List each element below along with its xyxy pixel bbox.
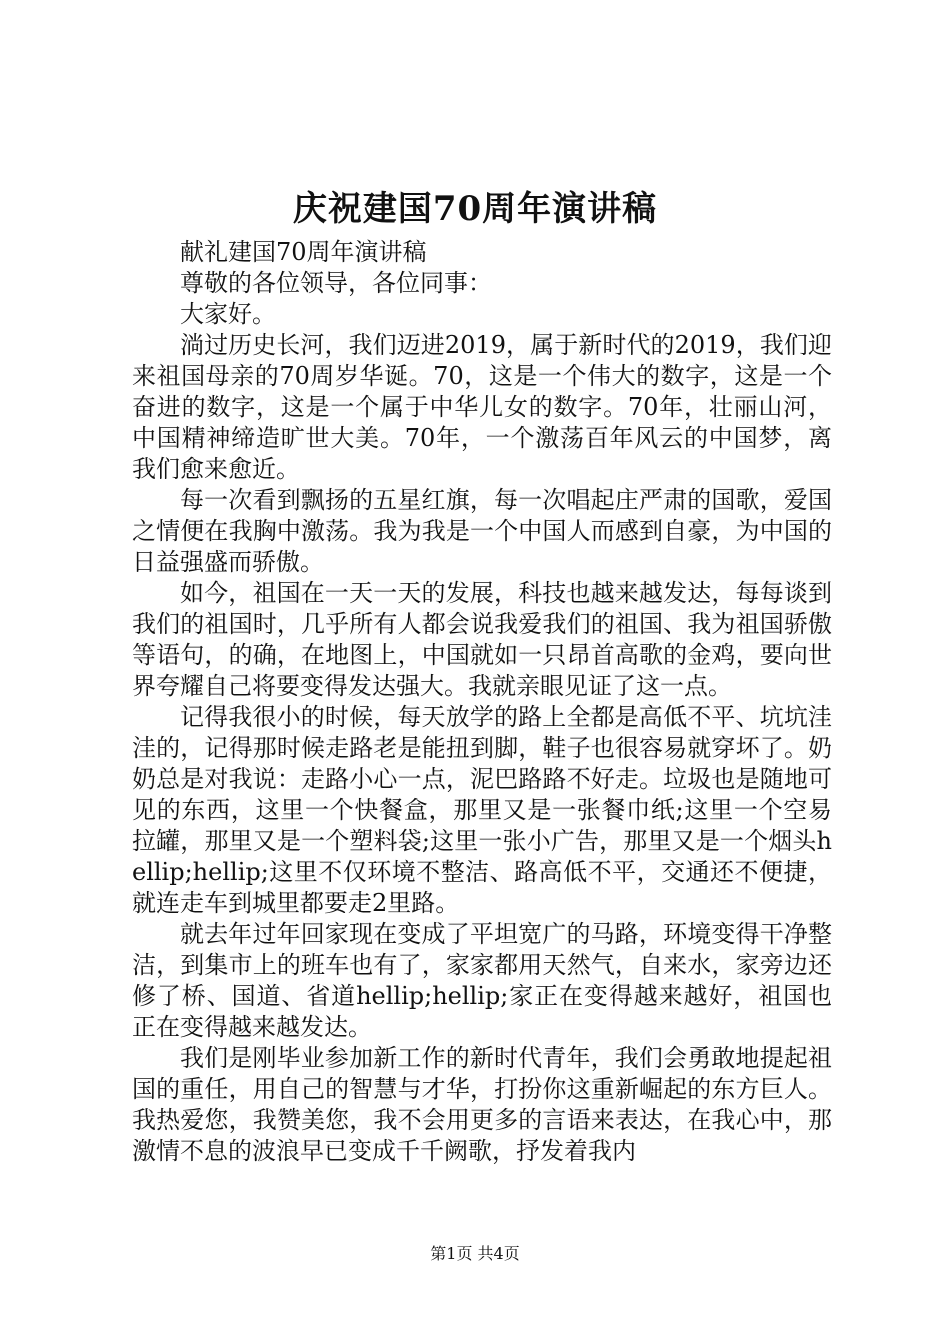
document-title: 庆祝建国70周年演讲稿 — [292, 189, 658, 229]
paragraph-heading: 献礼建国70周年演讲稿 — [180, 238, 427, 266]
paragraph: 每一次看到飘扬的五星红旗，每一次唱起庄严肃的国歌，爱国之情便在我胸中激荡。我为我是一个中国人而感到自豪，为中国的日益强盛而骄傲。 — [132, 486, 832, 576]
paragraph: 我们是刚毕业参加新工作的新时代青年，我们会勇敢地提起祖国的重任，用自己的智慧与才华，打扮你这重新崛起的东方巨人。我热爱您，我赞美您，我不会用更多的言语来表达，在我心中，那激情不息的波浪早已变成千千阙歌，抒发着我内 — [132, 1044, 832, 1165]
paragraph: 淌过历史长河，我们迈进2019，属于新时代的2019，我们迎来祖国母亲的70周岁华诞。70，这是一个伟大的数字，这是一个奋进的数字，这是一个属于中华儿女的数字。70年，壮丽山河，中国精神缔造旷世大美。70年，一个激荡百年风云的中国梦，离我们愈来愈近。 — [132, 331, 832, 483]
page-number-footer: 第1页 共4页 — [430, 1244, 520, 1263]
paragraph: 就去年过年回家现在变成了平坦宽广的马路，环境变得干净整洁，到集市上的班车也有了，家家都用天然气，自来水，家旁边还修了桥、国道、省道hellip;hellip;家正在变得越来越好，祖国也正在变得越来越发达。 — [132, 920, 832, 1041]
paragraph-salutation: 尊敬的各位领导，各位同事： — [180, 269, 492, 297]
paragraph: 记得我很小的时候，每天放学的路上全都是高低不平、坑坑洼洼的，记得那时候走路老是能扭到脚，鞋子也很容易就穿坏了。奶奶总是对我说：走路小心一点，泥巴路路不好走。垃圾也是随地可见的东西，这里一个快餐盒，那里又是一张餐巾纸;这里一个空易拉罐，那里又是一个塑料袋;这里一张小广告，那里又是一个烟头hellip;hellip;这里不仅环境不整洁、路高低不平，交通还不便捷，就连走车到城里都要走2里路。 — [132, 703, 832, 917]
paragraph-greeting: 大家好。 — [180, 300, 276, 328]
document-body — [132, 237, 832, 1167]
paragraph: 如今，祖国在一天一天的发展，科技也越来越发达，每每谈到我们的祖国时，几乎所有人都会说我爱我们的祖国、我为祖国骄傲等语句，的确，在地图上，中国就如一只昂首高歌的金鸡，要向世界夸耀自己将要变得发达强大。我就亲眼见证了这一点。 — [132, 579, 832, 700]
